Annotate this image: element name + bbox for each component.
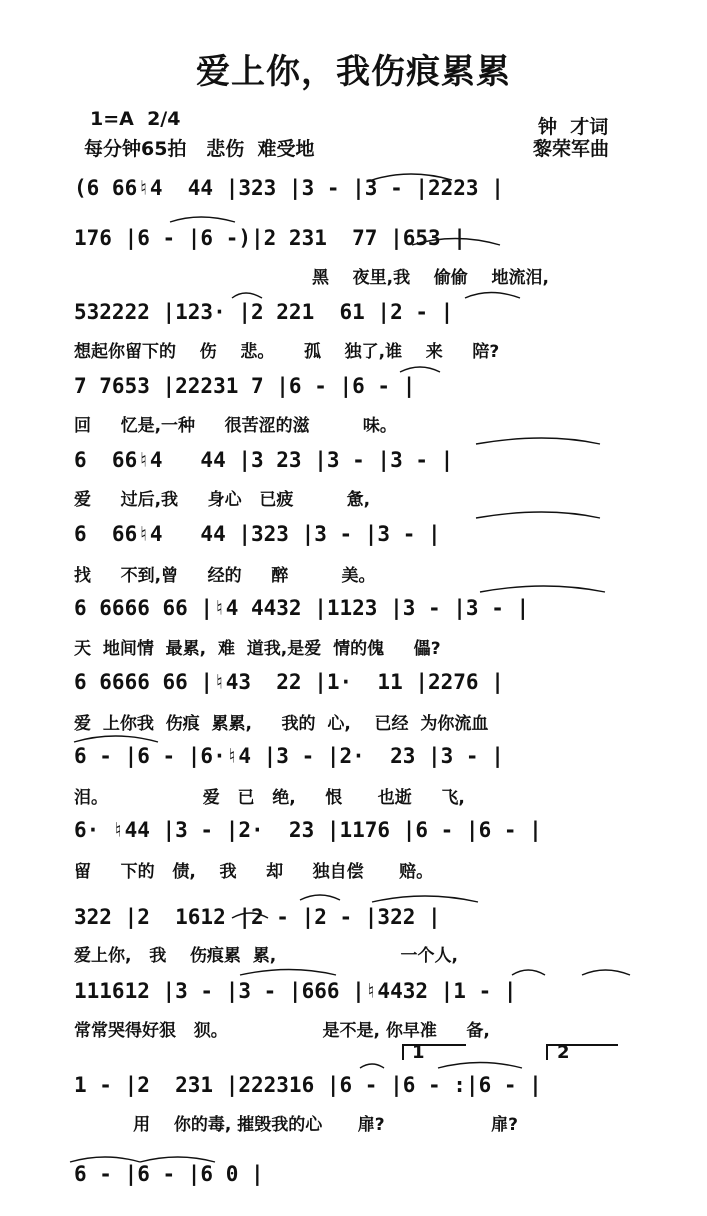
notation-row: 6 6666 66 |♮4 4432 |1123 |3 - |3 - |	[74, 596, 530, 620]
slur	[438, 1063, 522, 1069]
slur	[372, 896, 478, 902]
lyricist-credit: 钟 才词	[538, 116, 609, 138]
lyric-row: 常常哭得好狠 狈。 是不是, 你早准 备,	[74, 1021, 490, 1041]
slur	[400, 367, 440, 372]
slur	[480, 586, 605, 592]
notation-row: (6 66♮4 44 |323 |3 - |3 - |2223 |	[74, 176, 504, 200]
lyric-row: 想起你留下的 伤 悲。 孤 独了,谁 来 陪?	[74, 342, 500, 362]
slur	[70, 1157, 140, 1162]
lyric-row: 找 不到,曾 经的 醉 美。	[74, 566, 376, 586]
volta-number-1: 1	[412, 1042, 425, 1063]
slur	[372, 174, 452, 180]
lyric-row: 留 下的 债, 我 却 独自偿 赔。	[74, 862, 434, 882]
lyric-row: 爱 上你我 伤痕 累累, 我的 心, 已经 为你流血	[74, 714, 489, 734]
slur	[240, 970, 336, 976]
tempo-marking: 每分钟65拍 悲伤 难受地	[84, 138, 315, 160]
slur	[170, 217, 235, 222]
lyric-row: 泪。 爱 已 绝, 恨 也逝 飞,	[74, 788, 465, 808]
slur	[476, 512, 600, 518]
notation-row: 1 - |2 231 |222316 |6 - |6 - :|6 - |	[74, 1073, 542, 1097]
lyric-row: 黑 夜里,我 偷偷 地流泪,	[312, 268, 549, 288]
lyric-row: 用 你的毒, 摧毁我的心 扉? 扉?	[74, 1115, 518, 1135]
notation-row: 111612 |3 - |3 - |666 |♮4432 |1 - |	[74, 979, 517, 1003]
notation-row: 6 66♮4 44 |323 |3 - |3 - |	[74, 522, 441, 546]
lyric-row: 爱 过后,我 身心 已疲 惫,	[74, 490, 371, 510]
notation-row: 6 - |6 - |6 0 |	[74, 1162, 264, 1186]
composer-credit: 黎荣军曲	[533, 138, 610, 160]
volta-number-2: 2	[557, 1042, 570, 1063]
slur	[360, 1064, 384, 1068]
slur	[465, 293, 520, 299]
slur	[512, 970, 545, 975]
notation-row: 7 7653 |22231 7 |6 - |6 - |	[74, 374, 416, 398]
notation-row: 322 |2 1612 |2 - |2 - |322 |	[74, 905, 441, 929]
slur	[300, 895, 340, 900]
notation-row: 532222 |123· |2 221 61 |2 - |	[74, 300, 454, 324]
lyric-row: 爱上你, 我 伤痕累 累, 一个人,	[74, 946, 458, 966]
notation-row: 6 6666 66 |♮43 22 |1· 11 |2276 |	[74, 670, 504, 694]
slur	[412, 239, 500, 246]
notation-row: 176 |6 - |6 -)|2 231 77 |653 |	[74, 226, 466, 250]
page-title: 爱上你，我伤痕累累	[196, 52, 511, 92]
notation-row: 6· ♮44 |3 - |2· 23 |1176 |6 - |6 - |	[74, 818, 542, 842]
slur	[140, 1157, 215, 1162]
slur	[232, 913, 268, 918]
slur	[476, 438, 600, 444]
key-signature: 1=A 2/4	[90, 108, 181, 130]
notation-row: 6 66♮4 44 |3 23 |3 - |3 - |	[74, 448, 454, 472]
slur	[74, 736, 158, 742]
slur	[232, 293, 262, 298]
slur	[582, 970, 630, 975]
lyric-row: 回 忆是,一种 很苦涩的滋 味。	[74, 416, 397, 436]
notation-row: 6 - |6 - |6·♮4 |3 - |2· 23 |3 - |	[74, 744, 504, 768]
lyric-row: 天 地间情 最累, 难 道我,是爱 情的傀 儡?	[74, 639, 441, 659]
